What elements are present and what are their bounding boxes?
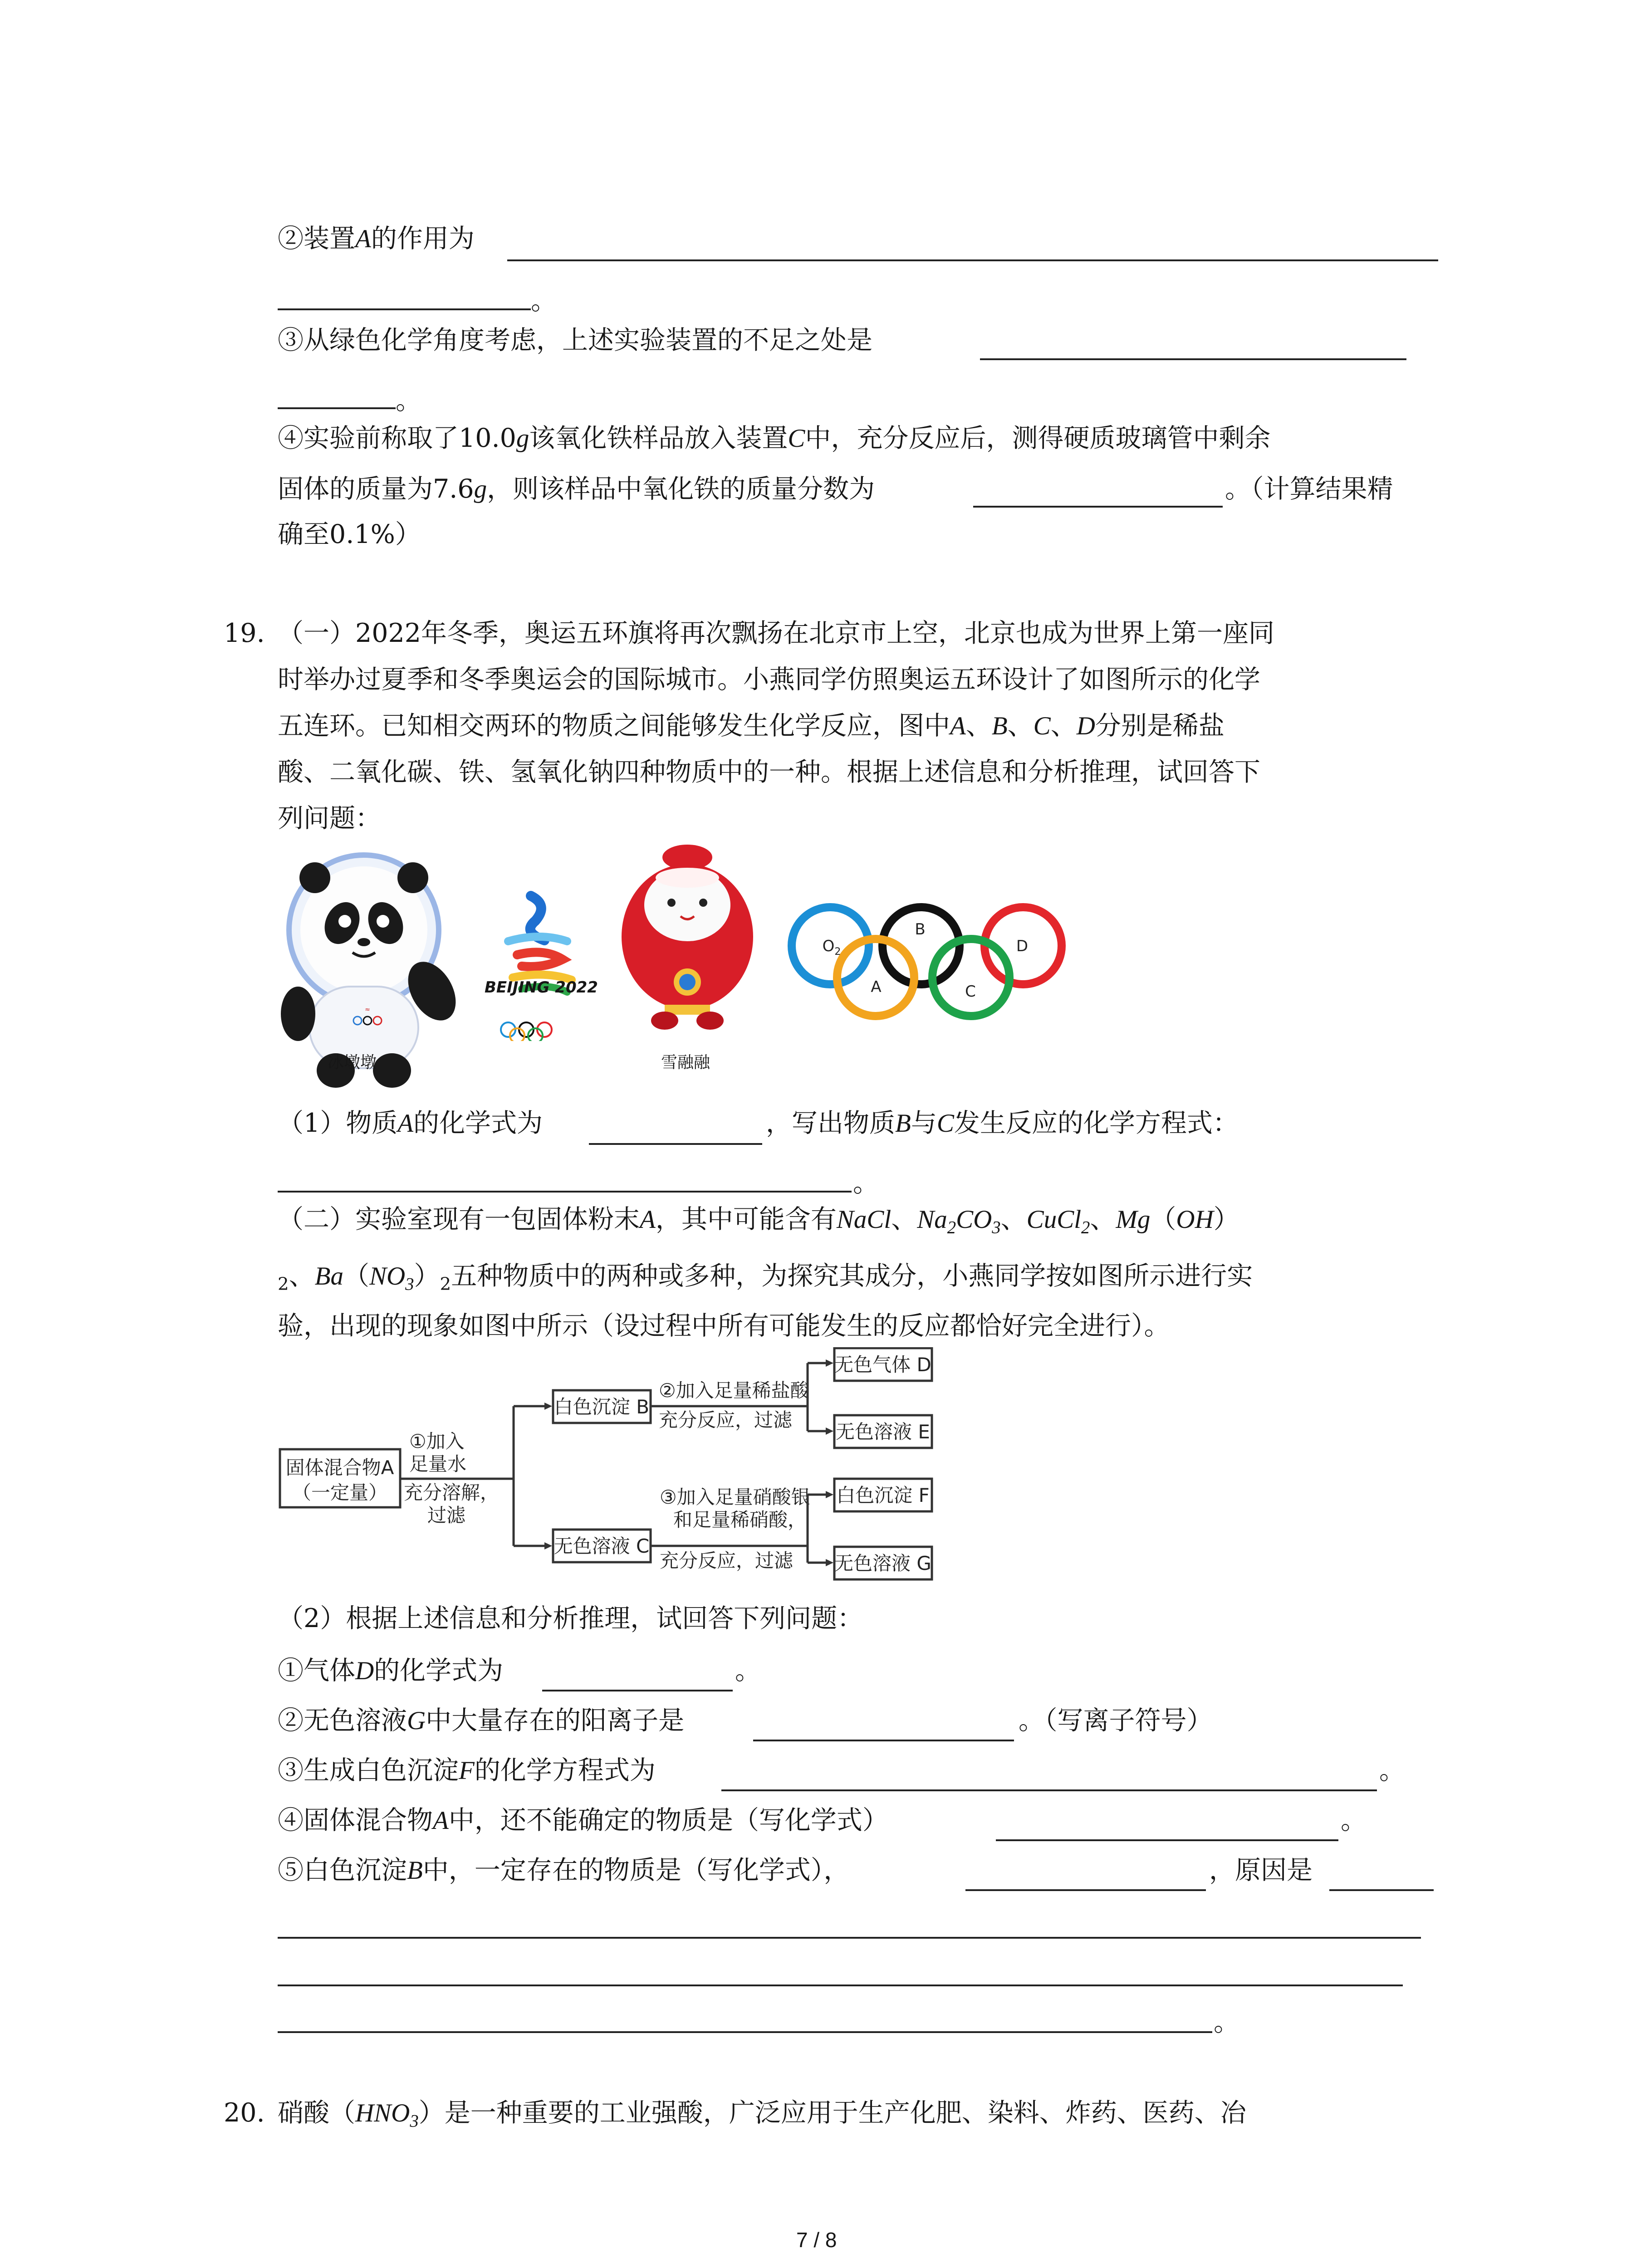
answer-blank-19-2-5a[interactable] — [965, 1889, 1206, 1891]
ring-label-b: B — [915, 920, 926, 938]
answer-blank-19-2-5d[interactable] — [278, 1984, 1403, 1986]
answer-blank-19-2-5c[interactable] — [278, 1937, 1421, 1939]
answer-blank-18-4[interactable] — [973, 506, 1223, 508]
answer-blank-19-2-5e[interactable] — [278, 2031, 1212, 2033]
q18-part4-line2: 固体的质量为7.6g，则该样品中氧化铁的质量分数为 — [278, 474, 875, 504]
svg-text:和足量稀硝酸，: 和足量稀硝酸， — [673, 1509, 807, 1531]
q19-sub2-item1: ①气体D的化学式为 — [278, 1656, 504, 1686]
ring-label-d: D — [1016, 937, 1029, 955]
shueyrhonrhon-caption: 雪融融 — [661, 1053, 710, 1072]
shueyrhonrhon-image — [615, 841, 760, 1041]
q18-part2: ②装置A的作用为 — [278, 224, 475, 254]
svg-text:（一定量）: （一定量） — [292, 1481, 388, 1504]
experiment-flowchart — [278, 1347, 949, 1599]
page-number: 7 / 8 — [796, 2228, 837, 2252]
answer-blank-19-2-5b[interactable] — [1329, 1889, 1434, 1891]
svg-text:固体混合物A: 固体混合物A — [285, 1457, 394, 1479]
q19-sub1: （1）物质A的化学式为 — [278, 1108, 543, 1138]
svg-text:白色沉淀 B: 白色沉淀 B — [554, 1396, 650, 1418]
q18-part3: ③从绿色化学角度考虑，上述实验装置的不足之处是 — [278, 325, 872, 355]
period: 。 — [735, 1656, 761, 1686]
svg-text:①加入: ①加入 — [409, 1430, 465, 1452]
q19-sub2-item3: ③生成白色沉淀F的化学方程式为 — [278, 1755, 656, 1785]
beijing-2022-logo-text: BEIJING 2022 — [485, 978, 598, 997]
svg-text:无色溶液 C: 无色溶液 C — [554, 1535, 650, 1557]
answer-blank-18-2a[interactable] — [507, 259, 1438, 261]
five-rings-diagram — [787, 900, 1068, 1023]
svg-text:无色气体 D: 无色气体 D — [834, 1354, 931, 1376]
q19-intro-line4: 酸、二氧化碳、铁、氢氧化钠四种物质中的一种。根据上述信息和分析推理，试回答下 — [278, 757, 1260, 787]
q19-part2-line3: 验，出现的现象如图中所示（设过程中所有可能发生的反应都恰好完全进行）。 — [278, 1311, 1170, 1341]
ring-label-c: C — [965, 982, 976, 1001]
svg-text:充分反应，过滤: 充分反应，过滤 — [660, 1549, 794, 1572]
svg-text:白色沉淀 F: 白色沉淀 F — [836, 1484, 930, 1506]
q19-intro-line2: 时举办过夏季和冬季奥运会的国际城市。小燕同学仿照奥运五环设计了如图所示的化学 — [278, 665, 1260, 694]
answer-blank-18-3a[interactable] — [980, 358, 1406, 360]
svg-text:无色溶液 E: 无色溶液 E — [836, 1421, 930, 1443]
answer-blank-19-2-4[interactable] — [996, 1839, 1338, 1841]
svg-text:足量水: 足量水 — [409, 1453, 467, 1475]
period: 。 — [1379, 1755, 1405, 1785]
period: 。 — [853, 1168, 879, 1198]
svg-text:③加入足量硝酸银: ③加入足量硝酸银 — [660, 1486, 810, 1508]
bingdwendwen-caption: 冰墩墩 — [328, 1053, 377, 1072]
q19-intro-line5: 列问题： — [278, 803, 381, 833]
q19-sub1-cont: ，写出物质B与C发生反应的化学方程式： — [766, 1108, 1239, 1138]
q19-sub2-item2: ②无色溶液G中大量存在的阳离子是 — [278, 1706, 685, 1735]
svg-text:充分反应，过滤: 充分反应，过滤 — [659, 1409, 793, 1431]
answer-blank-19-1b[interactable] — [278, 1191, 852, 1193]
ring-label-a: A — [871, 978, 882, 996]
answer-blank-18-2b[interactable] — [278, 308, 531, 310]
q18-part4-line1: ④实验前称取了10.0g该氧化铁样品放入装置C中，充分反应后，测得硬质玻璃管中剩余 — [278, 423, 1271, 453]
answer-blank-19-1a[interactable] — [589, 1143, 762, 1145]
answer-blank-19-2-2[interactable] — [753, 1740, 1014, 1741]
svg-text:过滤: 过滤 — [427, 1504, 466, 1526]
q19-part2-line2: $_2$、$Ba(NO_3)_2$五种物质中的两种或多种，为探究其成分，小燕同学按如图所示进行实 — [278, 1261, 1253, 1295]
q19-sub2-intro: （2）根据上述信息和分析推理，试回答下列问题： — [278, 1603, 863, 1633]
q19-intro-line3: 五连环。已知相交两环的物质之间能够发生化学反应，图中A、B、C、D分别是稀盐 — [278, 711, 1225, 741]
ring-label-o2: $O_2$ — [822, 937, 841, 958]
period: 。 — [1214, 2007, 1239, 2037]
svg-text:充分溶解，: 充分溶解， — [404, 1481, 500, 1504]
q19-sub2-item5-reason: ，原因是 — [1209, 1855, 1313, 1885]
q19-part2-line1: （二）实验室现有一包固体粉末A，其中可能含有NaCl、$Na_2CO_3$、CuCl$_2$、Mg（OH） — [278, 1204, 1239, 1237]
answer-blank-18-3b[interactable] — [278, 407, 396, 409]
q18-part4-line2-end: 。（计算结果精 — [1225, 474, 1393, 504]
beijing-2022-emblem — [476, 887, 612, 1041]
answer-blank-19-2-3[interactable] — [721, 1789, 1377, 1791]
question-number-20: 20. — [224, 2098, 265, 2128]
svg-text:②加入足量稀盐酸: ②加入足量稀盐酸 — [659, 1379, 809, 1402]
q19-sub2-item2-end: 。（写离子符号） — [1019, 1706, 1213, 1735]
question-number-19: 19. — [224, 618, 265, 648]
q20-line1: 硝酸$(HNO_3)$是一种重要的工业强酸，广泛应用于生产化肥、染料、炸药、医药、冶 — [278, 2098, 1246, 2131]
period: 。 — [1341, 1805, 1367, 1835]
q19-sub2-item5: ⑤白色沉淀B中，一定存在的物质是（写化学式）， — [278, 1855, 850, 1885]
svg-text:≈: ≈ — [365, 1006, 370, 1013]
period: 。 — [396, 386, 421, 415]
q19-intro-line1: （一）2022年冬季，奥运五环旗将再次飘扬在北京市上空，北京也成为世界上第一座同 — [278, 618, 1275, 648]
q19-sub2-item4: ④固体混合物A中，还不能确定的物质是（写化学式） — [278, 1805, 888, 1835]
svg-text:无色溶液 G: 无色溶液 G — [834, 1552, 931, 1574]
answer-blank-19-2-1[interactable] — [542, 1690, 733, 1691]
period: 。 — [531, 286, 557, 316]
q18-part4-line3: 确至0.1%） — [278, 519, 421, 549]
